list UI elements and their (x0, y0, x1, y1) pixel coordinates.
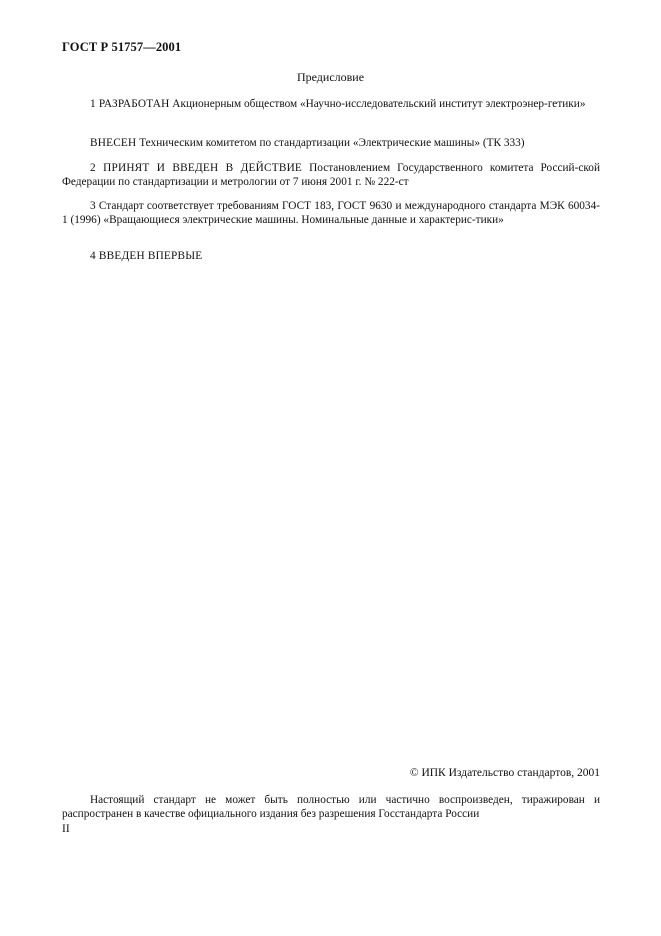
introduced-by-text: Техническим комитетом по стандартизации «Электрические машины» (ТК 333) (136, 137, 525, 149)
first-introduced-label: 4 ВВЕДЕН ВПЕРВЫЕ (90, 250, 203, 262)
preface-item-1 (62, 97, 600, 111)
adopted-label: 2 ПРИНЯТ И ВВЕДЕН В ДЕЙСТВИЕ (90, 162, 303, 174)
preface-item-3: 3 Стандарт соответствует требованиям ГОСТ 183, ГОСТ 9630 и международного стандарта МЭК 60034-1 (1996) «Вращающиеся электрические машины. Номинальные данные и характерис-тики» (62, 200, 600, 226)
introduced-by-label: ВНЕСЕН (90, 137, 137, 149)
reproduction-notice: Настоящий стандарт не может быть полностью или частично воспроизведен, тиражирован и распространен в качестве официального издания без разрешения Госстандарта России (62, 794, 600, 820)
document-code: ГОСТ Р 51757—2001 (62, 40, 182, 54)
adopted-text: Постановлением Государственного комитета Россий-ской Федерации по стандартизации и метрологии от 7 июня 2001 г. № 222-ст (62, 162, 600, 188)
preface-item-2 (62, 161, 600, 189)
copyright-notice: © ИПК Издательство стандартов, 2001 (409, 767, 600, 779)
preface-item-4 (62, 249, 600, 263)
developed-by-text: Акционерным обществом «Научно-исследовательский институт электроэнер-гетики» (169, 98, 586, 110)
developed-by-label: 1 РАЗРАБОТАН (90, 98, 170, 110)
preface-title: Предисловие (296, 70, 365, 84)
preface-item-introduced (62, 136, 600, 150)
page-number: II (62, 823, 70, 835)
